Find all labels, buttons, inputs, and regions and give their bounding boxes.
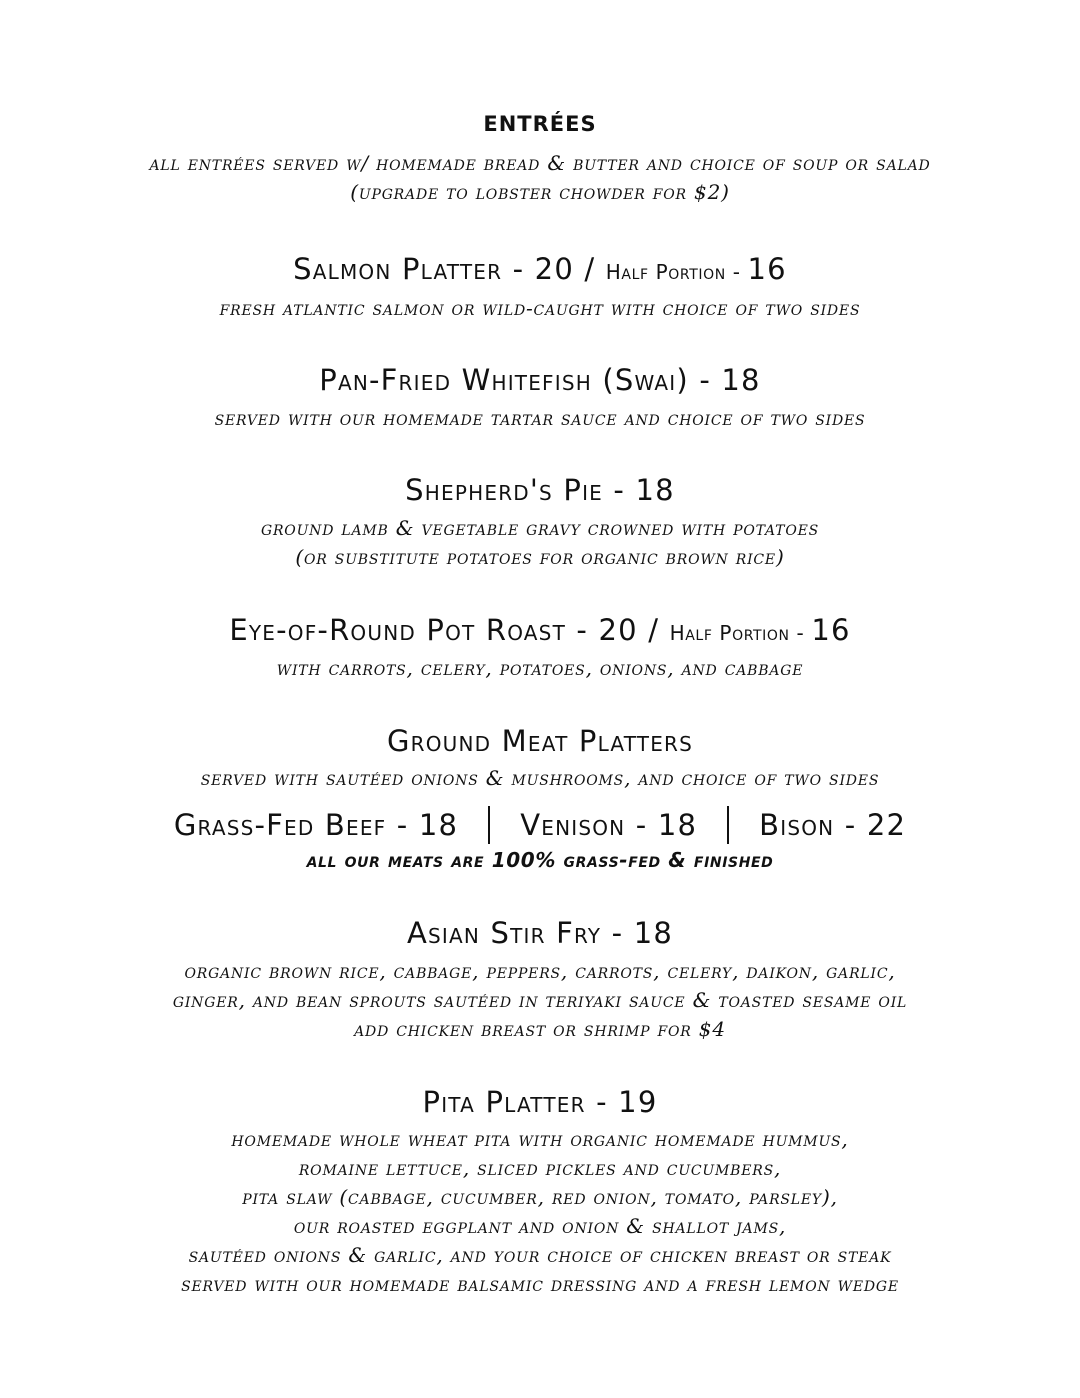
section-subtitle-upgrade: (upgrade to lobster chowder for $2) <box>350 180 730 204</box>
menu-item-description: with carrots, celery, potatoes, onions, and cabbage <box>276 656 804 680</box>
half-portion-label: Half Portion - <box>605 260 748 284</box>
section-title: entrées <box>483 104 597 139</box>
menu-item-description: sautéed onions & garlic, and your choice of chicken breast or steak <box>188 1243 892 1267</box>
menu-item-description: add chicken breast or shrimp for $4 <box>354 1017 726 1041</box>
menu-item-description: homemade whole wheat pita with organic homemade hummus, <box>231 1127 849 1151</box>
menu-item-title: Asian Stir Fry - 18 <box>406 916 674 950</box>
menu-item-description: ground lamb & vegetable gravy crowned with potatoes <box>260 516 820 540</box>
menu-item-description: romaine lettuce, sliced pickles and cucumbers, <box>298 1156 782 1180</box>
half-portion-label: Half Portion - <box>669 621 812 645</box>
menu-item-title <box>0 613 1080 647</box>
menu-item-description: our roasted eggplant and onion & shallot jams, <box>293 1214 787 1238</box>
menu-item-title: Ground Meat Platters <box>386 724 694 758</box>
option-divider <box>488 806 490 844</box>
half-portion-price: 16 <box>811 613 851 647</box>
meat-option: Venison - 18 <box>520 808 698 842</box>
half-portion-price: 16 <box>747 252 787 286</box>
menu-item-description: (or substitute potatoes for organic brown rice) <box>295 545 785 569</box>
menu-item-title: Pan-Fried Whitefish (Swai) - 18 <box>319 363 761 397</box>
option-divider <box>727 806 729 844</box>
menu-item-description: fresh atlantic salmon or wild-caught with choice of two sides <box>219 296 861 320</box>
meat-note: all our meats are 100% grass-fed & finished <box>306 848 774 872</box>
menu-item-title: Shepherd's Pie - 18 <box>405 473 675 507</box>
item-name-price: Salmon Platter - 20 / <box>293 252 606 286</box>
item-name-price: Eye-of-Round Pot Roast - 20 / <box>229 613 670 647</box>
meat-option: Bison - 22 <box>759 808 907 842</box>
menu-item-description: ginger, and bean sprouts sautéed in teriyaki sauce & toasted sesame oil <box>172 988 908 1012</box>
meat-options-row <box>0 803 1080 847</box>
meat-option: Grass-Fed Beef - 18 <box>173 808 459 842</box>
menu-item-description: served with our homemade tartar sauce and choice of two sides <box>214 406 866 430</box>
menu-item-description: pita slaw (cabbage, cucumber, red onion, tomato, parsley), <box>242 1185 838 1209</box>
menu-item-title <box>0 252 1080 286</box>
menu-item-description: served with sautéed onions & mushrooms, and choice of two sides <box>200 766 880 790</box>
menu-item-description: organic brown rice, cabbage, peppers, carrots, celery, daikon, garlic, <box>184 959 896 983</box>
menu-item-title: Pita Platter - 19 <box>422 1085 658 1119</box>
menu-item-description: served with our homemade balsamic dressing and a fresh lemon wedge <box>181 1272 899 1296</box>
section-subtitle: all entrées served w/ homemade bread & butter and choice of soup or salad <box>149 151 931 175</box>
